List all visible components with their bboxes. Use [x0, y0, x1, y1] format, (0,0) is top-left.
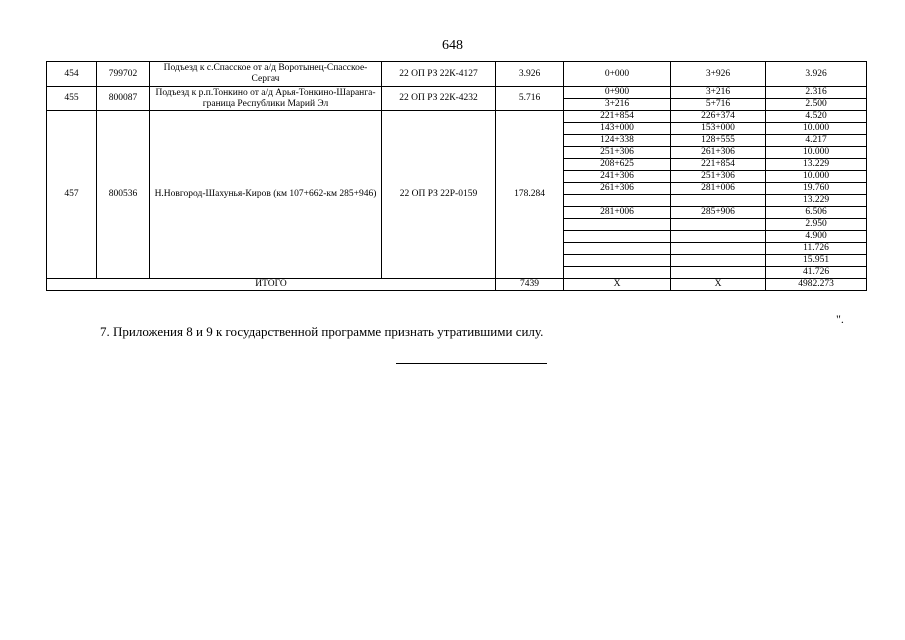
segment-length-cell: 3.926: [766, 62, 867, 87]
segment-length-cell: 10.000: [766, 147, 867, 159]
paragraph-7: 7. Приложения 8 и 9 к государственной программе признать утратившими силу.: [100, 324, 544, 339]
separator-line: [396, 363, 547, 364]
segment-end-cell: 281+006: [671, 183, 766, 195]
segment-end-cell: 226+374: [671, 111, 766, 123]
segment-start-cell: 261+306: [564, 183, 671, 195]
segment-start-cell: 0+900: [564, 87, 671, 99]
table-row: [47, 111, 867, 123]
segment-end-cell: 221+854: [671, 159, 766, 171]
total-label-cell: ИТОГО: [47, 279, 496, 291]
segment-start-cell: 3+216: [564, 99, 671, 111]
roads-table: [46, 61, 867, 291]
segment-end-cell: [671, 219, 766, 231]
road-name-cell: Н.Новгород-Шахунья-Киров (км 107+662-км 285+946): [150, 111, 382, 279]
segment-length-cell: 2.500: [766, 99, 867, 111]
segment-length-cell: 10.000: [766, 123, 867, 135]
row-number-cell: 457: [47, 111, 97, 279]
segment-end-cell: [671, 243, 766, 255]
total-length-cell: 7439: [496, 279, 564, 291]
segment-end-cell: 251+306: [671, 171, 766, 183]
road-code-cell: 22 ОП РЗ 22Р-0159: [382, 111, 496, 279]
page-number: 648: [442, 38, 463, 53]
segment-end-cell: 3+216: [671, 87, 766, 99]
segment-start-cell: 124+338: [564, 135, 671, 147]
segment-start-cell: [564, 267, 671, 279]
segment-end-cell: 153+000: [671, 123, 766, 135]
segment-end-cell: 285+906: [671, 207, 766, 219]
segment-length-cell: 11.726: [766, 243, 867, 255]
table-row: [47, 87, 867, 99]
total-segment-length-cell: 4982.273: [766, 279, 867, 291]
segment-length-cell: 19.760: [766, 183, 867, 195]
segment-start-cell: [564, 243, 671, 255]
road-length-cell: 3.926: [496, 62, 564, 87]
road-name-cell: Подъезд к с.Спасское от а/д Воротынец-Спасское-Сергач: [150, 62, 382, 87]
road-id-cell: 800087: [97, 87, 150, 111]
segment-length-cell: 15.951: [766, 255, 867, 267]
total-row: [47, 279, 867, 291]
road-length-cell: 178.284: [496, 111, 564, 279]
segment-end-cell: 128+555: [671, 135, 766, 147]
segment-start-cell: 281+006: [564, 207, 671, 219]
total-start-cell: X: [564, 279, 671, 291]
row-number-cell: 454: [47, 62, 97, 87]
closing-quote: ".: [836, 312, 844, 326]
table-row: [47, 62, 867, 87]
segment-length-cell: 4.217: [766, 135, 867, 147]
segment-start-cell: 208+625: [564, 159, 671, 171]
segment-length-cell: 10.000: [766, 171, 867, 183]
segment-length-cell: 13.229: [766, 159, 867, 171]
segment-start-cell: [564, 255, 671, 267]
segment-length-cell: 2.950: [766, 219, 867, 231]
segment-end-cell: [671, 255, 766, 267]
segment-length-cell: 4.520: [766, 111, 867, 123]
segment-start-cell: 0+000: [564, 62, 671, 87]
segment-end-cell: [671, 195, 766, 207]
segment-start-cell: [564, 231, 671, 243]
roads-table-body: [47, 62, 867, 291]
segment-end-cell: [671, 267, 766, 279]
segment-length-cell: 13.229: [766, 195, 867, 207]
segment-end-cell: 3+926: [671, 62, 766, 87]
segment-end-cell: 5+716: [671, 99, 766, 111]
road-id-cell: 799702: [97, 62, 150, 87]
road-name-cell: Подъезд к р.п.Тонкино от а/д Арья-Тонкино-Шаранга-граница Республики Марий Эл: [150, 87, 382, 111]
segment-start-cell: [564, 195, 671, 207]
road-code-cell: 22 ОП РЗ 22К-4232: [382, 87, 496, 111]
segment-length-cell: 4.900: [766, 231, 867, 243]
road-length-cell: 5.716: [496, 87, 564, 111]
segment-length-cell: 6.506: [766, 207, 867, 219]
road-code-cell: 22 ОП РЗ 22К-4127: [382, 62, 496, 87]
segment-start-cell: 251+306: [564, 147, 671, 159]
segment-end-cell: [671, 231, 766, 243]
road-id-cell: 800536: [97, 111, 150, 279]
segment-start-cell: [564, 219, 671, 231]
row-number-cell: 455: [47, 87, 97, 111]
total-end-cell: X: [671, 279, 766, 291]
segment-start-cell: 143+000: [564, 123, 671, 135]
segment-start-cell: 221+854: [564, 111, 671, 123]
segment-length-cell: 41.726: [766, 267, 867, 279]
segment-start-cell: 241+306: [564, 171, 671, 183]
segment-length-cell: 2.316: [766, 87, 867, 99]
segment-end-cell: 261+306: [671, 147, 766, 159]
